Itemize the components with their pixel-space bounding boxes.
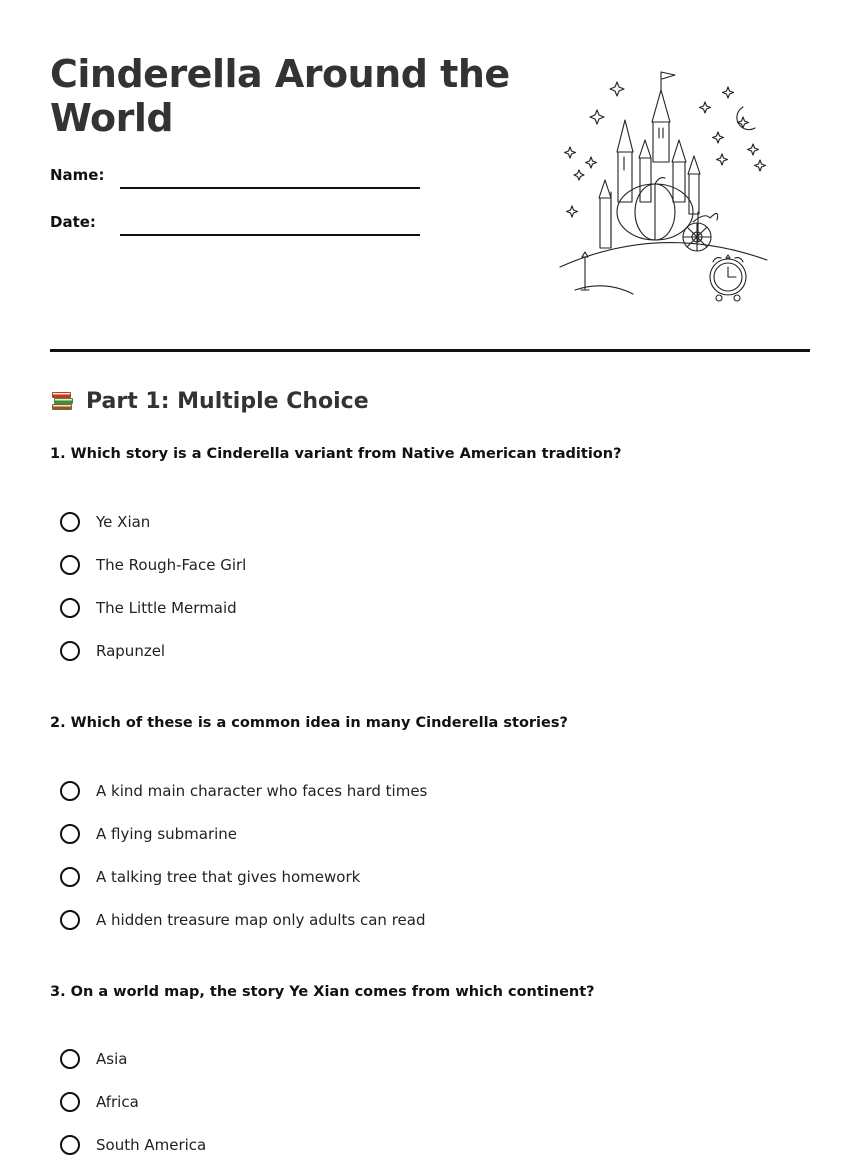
q3-option-3[interactable] (60, 1135, 206, 1155)
radio-button[interactable] (60, 1049, 80, 1069)
q3-option-2[interactable] (60, 1092, 139, 1112)
moon-icon (737, 107, 755, 130)
option-label: A hidden treasure map only adults can read (96, 911, 426, 929)
worksheet-title: Cinderella Around the World (50, 52, 510, 140)
q2-option-1[interactable] (60, 781, 427, 801)
q1-option-3[interactable] (60, 598, 237, 618)
radio-button[interactable] (60, 598, 80, 618)
question-2: 2. Which of these is a common idea in many Cinderella stories? (50, 715, 568, 731)
part-1-heading (50, 388, 369, 414)
radio-button[interactable] (60, 512, 80, 532)
hill-outline (560, 243, 767, 267)
option-label: A flying submarine (96, 825, 238, 843)
q2-option-2[interactable] (60, 824, 237, 844)
q1-option-1[interactable] (60, 512, 150, 532)
option-label: The Little Mermaid (96, 599, 237, 617)
radio-button[interactable] (60, 824, 80, 844)
radio-button[interactable] (60, 555, 80, 575)
date-label: Date: (50, 213, 96, 231)
q1-option-4[interactable] (60, 641, 165, 661)
alarm-clock-icon (710, 255, 746, 301)
question-1: 1. Which story is a Cinderella variant from Native American tradition? (50, 446, 622, 462)
section-divider (50, 349, 810, 352)
radio-button[interactable] (60, 781, 80, 801)
q2-option-4[interactable] (60, 910, 425, 930)
books-icon (50, 388, 76, 414)
radio-button[interactable] (60, 910, 80, 930)
part-1-title: Part 1: Multiple Choice (86, 388, 369, 414)
name-label: Name: (50, 166, 105, 184)
option-label: A kind main character who faces hard times (96, 782, 428, 800)
radio-button[interactable] (60, 1135, 80, 1155)
date-field[interactable] (120, 234, 420, 236)
option-label: Asia (96, 1050, 128, 1068)
name-field[interactable] (120, 187, 420, 189)
option-label: South America (96, 1136, 207, 1154)
q2-option-3[interactable] (60, 867, 360, 887)
q3-option-1[interactable] (60, 1049, 127, 1069)
question-3: 3. On a world map, the story Ye Xian comes from which continent? (50, 984, 595, 1000)
flag-icon (661, 72, 675, 79)
q1-option-2[interactable] (60, 555, 246, 575)
option-label: Africa (96, 1093, 139, 1111)
option-label: A talking tree that gives homework (96, 868, 361, 886)
radio-button[interactable] (60, 867, 80, 887)
option-label: The Rough-Face Girl (96, 556, 247, 574)
castle-illustration (555, 62, 775, 312)
radio-button[interactable] (60, 641, 80, 661)
radio-button[interactable] (60, 1092, 80, 1112)
option-label: Ye Xian (96, 513, 151, 531)
option-label: Rapunzel (96, 642, 166, 660)
